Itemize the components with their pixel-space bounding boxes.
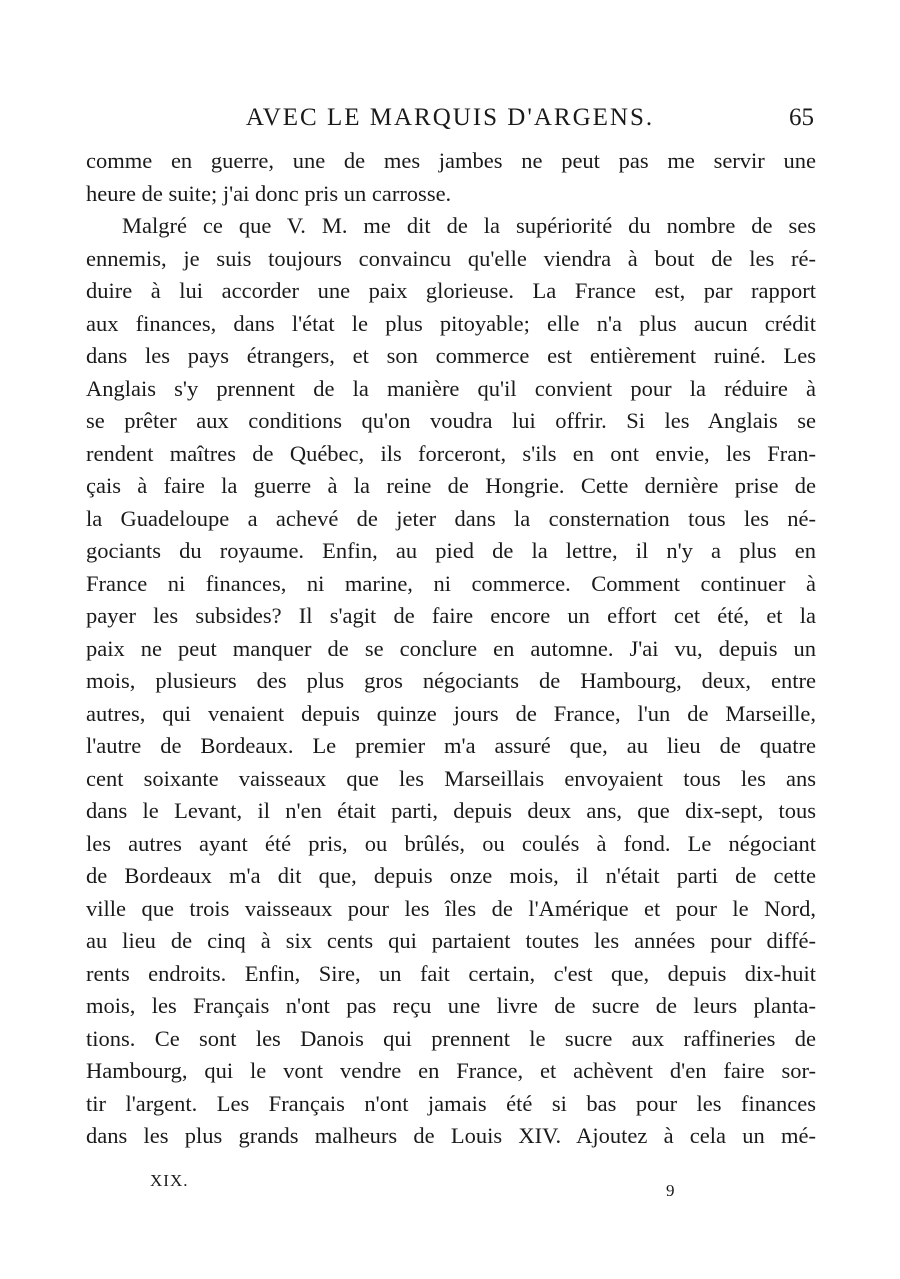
text-line: Anglais s'y prennent de la manière qu'il convient pour la réduire à [86, 375, 816, 401]
text-line: autres, qui venaient depuis quinze jours de France, l'un de Marseille, [86, 700, 816, 726]
text-line: aux finances, dans l'état le plus pitoyable; elle n'a plus aucun crédit [86, 310, 816, 336]
running-head [86, 104, 814, 138]
text-line: dans le Levant, il n'en était parti, depuis deux ans, que dix-sept, tous [86, 798, 816, 823]
text-line: paix ne peut manquer de se conclure en automne. J'ai vu, depuis un [86, 635, 816, 661]
text-line: mois, plusieurs des plus gros négociants de Hambourg, deux, entre [86, 668, 816, 693]
text-line: rents endroits. Enfin, Sire, un fait certain, c'est que, depuis dix-huit [86, 960, 816, 986]
volume-mark: XIX. [150, 1171, 189, 1190]
text-line: mois, les Français n'ont pas reçu une livre de sucre de leurs planta- [86, 993, 816, 1018]
text-line: l'autre de Bordeaux. Le premier m'a assuré que, au lieu de quatre [86, 733, 816, 758]
text-line: France ni finances, ni marine, ni commerce. Comment continuer à [86, 570, 816, 596]
text-line: tions. Ce sont les Danois qui prennent le sucre aux raffineries de [86, 1025, 816, 1051]
text-line: dans les plus grands malheurs de Louis XIV. Ajoutez à cela un mé- [86, 1123, 816, 1148]
text-line: dans les pays étrangers, et son commerce est entièrement ruiné. Les [86, 343, 816, 368]
text-line: heure de suite; j'ai donc pris un carrosse. [86, 180, 452, 206]
text-line: ennemis, je suis toujours convaincu qu'elle viendra à bout de les ré- [86, 245, 816, 271]
text-line: ville que trois vaisseaux pour les îles de l'Amérique et pour le Nord, [86, 895, 816, 921]
text-line: rendent maîtres de Québec, ils forceront, s'ils en ont envie, les Fran- [86, 440, 816, 466]
text-line: tir l'argent. Les Français n'ont jamais été si bas pour les finances [86, 1090, 816, 1116]
text-line: se prêter aux conditions qu'on voudra lui offrir. Si les Anglais se [86, 408, 816, 433]
signature-number: 9 [666, 1181, 675, 1200]
page-number: 65 [789, 104, 814, 131]
text-line: payer les subsides? Il s'agit de faire encore un effort cet été, et la [86, 603, 816, 628]
text-line: comme en guerre, une de mes jambes ne peut pas me servir une [86, 148, 816, 173]
running-title: AVEC LE MARQUIS D'ARGENS. [245, 104, 655, 131]
text-line: cent soixante vaisseaux que les Marseillais envoyaient tous les ans [86, 765, 816, 791]
text-line: les autres ayant été pris, ou brûlés, ou coulés à fond. Le négociant [86, 830, 816, 856]
text-line: au lieu de cinq à six cents qui partaient toutes les années pour diffé- [86, 928, 816, 953]
text-line: çais à faire la guerre à la reine de Hongrie. Cette dernière prise de [86, 473, 816, 498]
text-line: duire à lui accorder une paix glorieuse. La France est, par rapport [86, 278, 816, 303]
text-line: Hambourg, qui le vont vendre en France, et achèvent d'en faire sor- [86, 1058, 816, 1083]
text-line: la Guadeloupe a achevé de jeter dans la consternation tous les né- [86, 505, 816, 531]
body-text [86, 145, 816, 1153]
text-line: gociants du royaume. Enfin, au pied de la lettre, il n'y a plus en [86, 538, 816, 563]
text-line: Malgré ce que V. M. me dit de la supériorité du nombre de ses [122, 213, 816, 238]
text-line: de Bordeaux m'a dit que, depuis onze mois, il n'était parti de cette [86, 863, 816, 888]
